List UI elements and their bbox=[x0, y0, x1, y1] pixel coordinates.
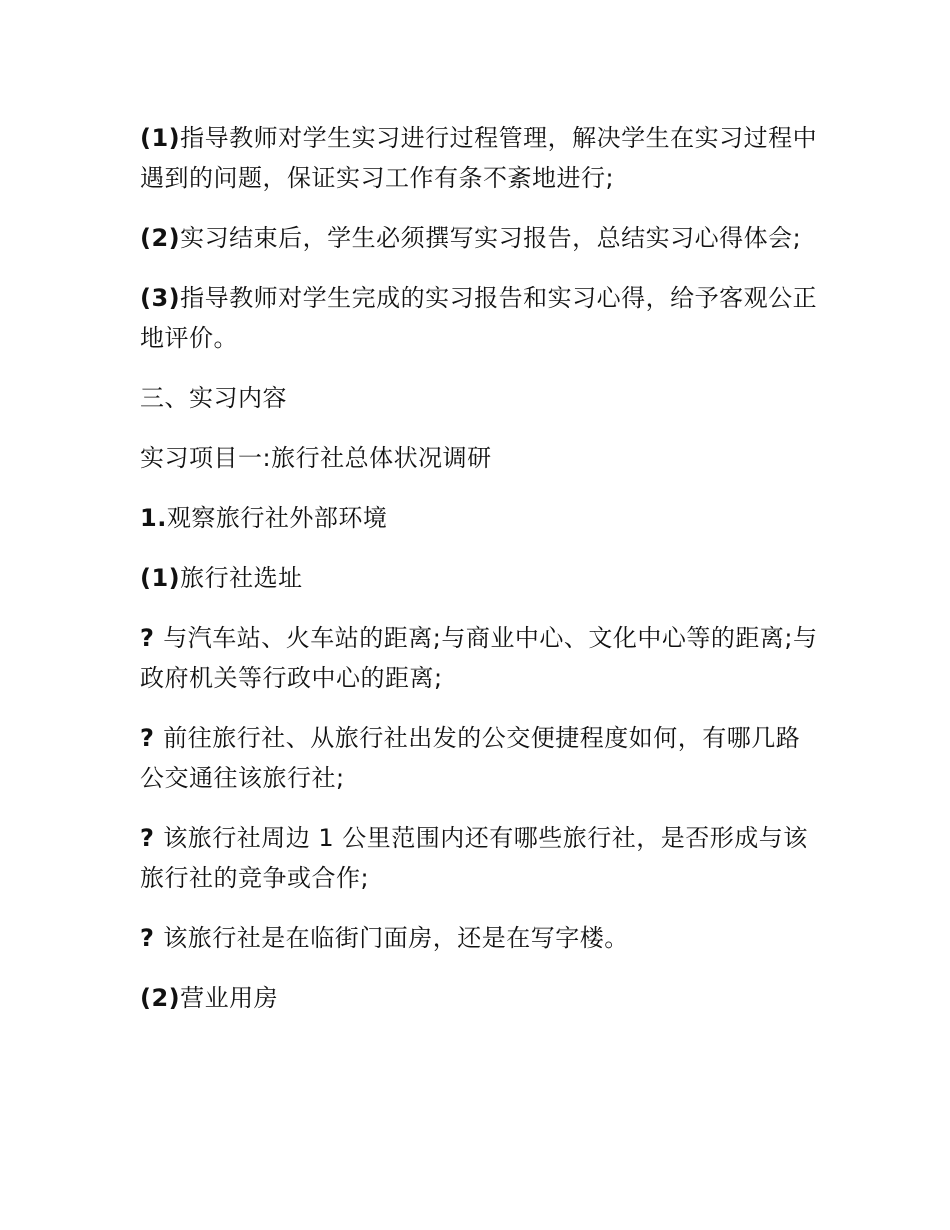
paragraph-marker: 1. bbox=[140, 504, 167, 532]
paragraph-marker: (2) bbox=[140, 224, 181, 252]
bullet-marker: ? bbox=[140, 624, 164, 652]
paragraph-marker: (3) bbox=[140, 284, 181, 312]
section-heading bbox=[140, 378, 820, 418]
bullet-marker: ? bbox=[140, 724, 164, 752]
bullet-item bbox=[140, 918, 820, 958]
paragraph-text: 三、实习内容 bbox=[140, 384, 287, 412]
paragraph-1 bbox=[140, 118, 820, 198]
paragraph-text: 指导教师对学生实习进行过程管理，解决学生在实习过程中遇到的问题，保证实习工作有条不紊地进行; bbox=[140, 124, 818, 192]
paragraph-text: 该旅行社周边 1 公里范围内还有哪些旅行社，是否形成与该旅行社的竞争或合作; bbox=[140, 824, 808, 892]
document-body bbox=[140, 118, 820, 1038]
paragraph-2 bbox=[140, 218, 820, 258]
paragraph-text: 该旅行社是在临街门面房，还是在写字楼。 bbox=[163, 924, 629, 952]
paragraph-text: 指导教师对学生完成的实习报告和实习心得，给予客观公正地评价。 bbox=[140, 284, 818, 352]
bullet-marker: ? bbox=[140, 924, 164, 952]
bullet-item bbox=[140, 718, 820, 798]
item-heading bbox=[140, 978, 820, 1018]
paragraph-text: 旅行社选址 bbox=[180, 564, 303, 592]
paragraph-text: 与汽车站、火车站的距离;与商业中心、文化中心等的距离;与政府机关等行政中心的距离; bbox=[140, 624, 818, 692]
paragraph-3 bbox=[140, 278, 820, 358]
bullet-marker: ? bbox=[140, 824, 164, 852]
paragraph-marker: (2) bbox=[140, 984, 181, 1012]
project-heading bbox=[140, 438, 820, 478]
paragraph-marker: (1) bbox=[140, 124, 181, 152]
item-heading bbox=[140, 558, 820, 598]
paragraph-text: 实习项目一:旅行社总体状况调研 bbox=[140, 444, 492, 472]
paragraph-marker: (1) bbox=[140, 564, 181, 592]
bullet-item bbox=[140, 618, 820, 698]
paragraph-text: 前往旅行社、从旅行社出发的公交便捷程度如何，有哪几路公交通往该旅行社; bbox=[140, 724, 801, 792]
paragraph-text: 实习结束后，学生必须撰写实习报告，总结实习心得体会; bbox=[180, 224, 802, 252]
bullet-item bbox=[140, 818, 820, 898]
paragraph-text: 营业用房 bbox=[180, 984, 279, 1012]
paragraph-text: 观察旅行社外部环境 bbox=[166, 504, 388, 532]
subsection-heading bbox=[140, 498, 820, 538]
